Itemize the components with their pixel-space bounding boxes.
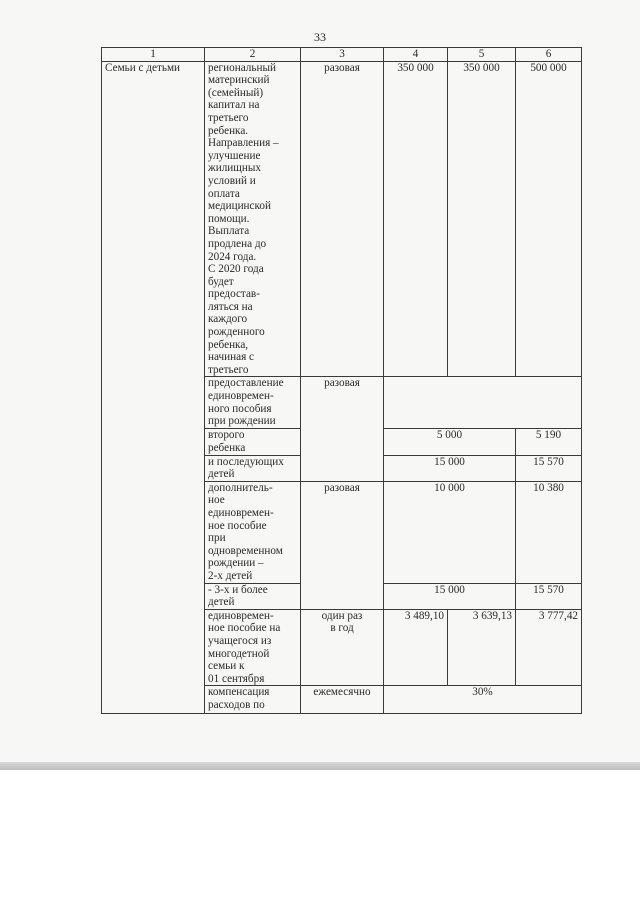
column-header: 6 — [516, 48, 582, 62]
value-cell: 500 000 — [516, 61, 582, 377]
column-header: 1 — [102, 48, 205, 62]
description-cell: - 3-х и более детей — [205, 583, 301, 609]
description-cell: и последующих детей — [205, 455, 301, 481]
column-header: 2 — [205, 48, 301, 62]
value-cell: 350 000 — [448, 61, 516, 377]
table-row — [102, 61, 582, 377]
page-number: 33 — [314, 30, 326, 44]
scan-edge — [0, 762, 640, 770]
value-cell: 15 000 — [384, 583, 516, 609]
description-cell: второго ребенка — [205, 429, 301, 455]
value-cell: 15 000 — [384, 455, 516, 481]
value-cell: 350 000 — [384, 61, 448, 377]
frequency-cell: разовая — [301, 377, 384, 481]
value-cell: 10 380 — [516, 481, 582, 583]
description-cell: региональный материнский (семейный) капитал на третьего ребенка. Направления – улучшение жилищных условий и оплата медицинской помощи. Выплата продлена до 2024 года. С 2020 года будет предостав- ляться на каждого рожденного ребенка, начиная с третьего — [205, 61, 301, 377]
benefits-table — [101, 47, 582, 714]
value-cell: 10 000 — [384, 481, 516, 583]
column-header: 4 — [384, 48, 448, 62]
value-cell: 5 000 — [384, 429, 516, 455]
value-cell: 15 570 — [516, 455, 582, 481]
description-cell: дополнитель- ное единовремен- ное пособие при одновременном рождении – 2-х детей — [205, 481, 301, 583]
description-cell: единовремен- ное пособие на учащегося из многодетной семьи к 01 сентября — [205, 609, 301, 686]
frequency-cell: разовая — [301, 61, 384, 377]
description-cell: компенсация расходов по — [205, 686, 301, 714]
value-cell: 5 190 — [516, 429, 582, 455]
description-cell: предоставление единовремен- ного пособия при рождении — [205, 377, 301, 429]
frequency-cell: ежемесячно — [301, 686, 384, 714]
value-cell: 3 489,10 — [384, 609, 448, 686]
value-cell: 15 570 — [516, 583, 582, 609]
value-cell: 3 777,42 — [516, 609, 582, 686]
frequency-cell: один раз в год — [301, 609, 384, 686]
empty-cell — [384, 377, 582, 429]
table-header-row — [102, 48, 582, 62]
value-cell: 3 639,13 — [448, 609, 516, 686]
group-label-cell: Семьи с детьми — [102, 61, 205, 714]
column-header: 3 — [301, 48, 384, 62]
value-cell: 30% — [384, 686, 582, 714]
frequency-cell: разовая — [301, 481, 384, 609]
column-header: 5 — [448, 48, 516, 62]
